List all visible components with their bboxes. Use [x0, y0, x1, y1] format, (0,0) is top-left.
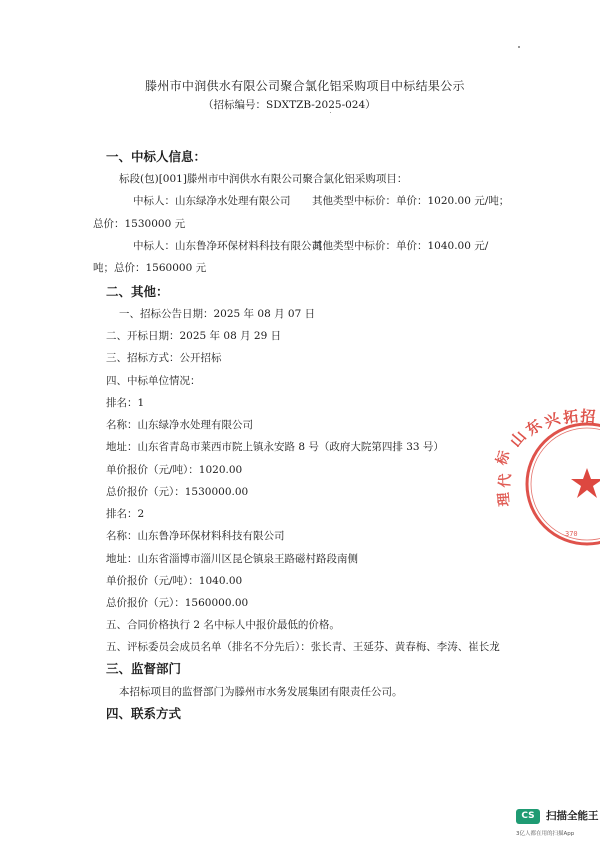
svg-text:东: 东 [522, 415, 546, 440]
scanner-app-name: 扫描全能王 [546, 810, 599, 822]
svg-text:兴: 兴 [541, 409, 563, 432]
winner-1-price: 其他类型中标价：单价：1020.00 元/吨； [312, 195, 510, 207]
document-title: 滕州市中润供水有限公司聚合氯化铝采购项目中标结果公示 [145, 79, 465, 93]
scanner-watermark [512, 805, 600, 853]
section-heading-winner-info: 一、中标人信息： [106, 149, 207, 164]
winning-units-heading: 四、中标单位情况： [106, 375, 201, 387]
scan-speck [518, 46, 520, 48]
committee-members: 五、评标委员会成员名单（排名不分先后）：张长青、王延芬、黄春梅、李涛、崔长龙 [106, 641, 500, 653]
scan-speck [330, 112, 331, 113]
svg-text:山: 山 [506, 427, 530, 451]
supervision-text: 本招标项目的监督部门为滕州市水务发展集团有限责任公司。 [119, 686, 403, 698]
section-heading-supervision: 三、监督部门 [106, 661, 182, 676]
winner-2-price: 其他类型中标价：单价：1040.00 元/ [312, 240, 489, 252]
section-heading-other: 二、其他： [106, 284, 169, 299]
unit-2-name: 名称：山东鲁净环保材料科技有限公司 [106, 530, 285, 542]
unit-1-address: 地址：山东省青岛市莱西市院上镇永安路 8 号（政府大院第四排 33 号） [106, 441, 444, 453]
svg-text:拓: 拓 [562, 407, 580, 427]
unit-1-unit-price: 单价报价（元/吨）：1020.00 [106, 464, 243, 476]
scanner-tagline: 3亿人都在用的扫描App [516, 831, 575, 837]
company-seal [493, 407, 600, 548]
tender-number: （招标编号：SDXTZB-2025-024） [203, 99, 376, 111]
lot-description: 标段(包)[001]滕州市中润供水有限公司聚合氯化铝采购项目： [119, 173, 408, 185]
tender-method: 三、招标方式：公开招标 [106, 352, 222, 364]
unit-2-rank: 排名：2 [106, 508, 145, 520]
winner-2-total: 吨；总价：1560000 元 [93, 262, 207, 274]
contract-note: 五、合同价格执行 2 名中标人中报价最低的价格。 [106, 619, 340, 631]
svg-text:代: 代 [497, 473, 515, 489]
svg-text:370: 370 [565, 530, 578, 538]
unit-1-name: 名称：山东绿净水处理有限公司 [106, 419, 253, 431]
unit-1-total-price: 总价报价（元）：1530000.00 [106, 486, 249, 498]
svg-text:招: 招 [579, 407, 596, 427]
winner-1-name: 中标人：山东绿净水处理有限公司 [133, 195, 291, 207]
section-heading-contact: 四、联系方式 [106, 706, 182, 721]
svg-text:标: 标 [493, 448, 514, 468]
svg-text:理: 理 [495, 491, 513, 508]
winner-1-total: 总价：1530000 元 [93, 218, 186, 230]
winner-2-name: 中标人：山东鲁净环保材料科技有限公司 [133, 240, 322, 252]
unit-2-total-price: 总价报价（元）：1560000.00 [106, 597, 249, 609]
open-date: 二、开标日期：2025 年 08 月 29 日 [106, 330, 282, 342]
scanner-logo-icon: CS [516, 809, 540, 824]
unit-2-unit-price: 单价报价（元/吨）：1040.00 [106, 575, 243, 587]
announce-date: 一、招标公告日期：2025 年 08 月 07 日 [119, 308, 316, 320]
unit-2-address: 地址：山东省淄博市淄川区昆仑镇泉王路磁村路段南侧 [106, 553, 358, 565]
unit-1-rank: 排名：1 [106, 397, 145, 409]
